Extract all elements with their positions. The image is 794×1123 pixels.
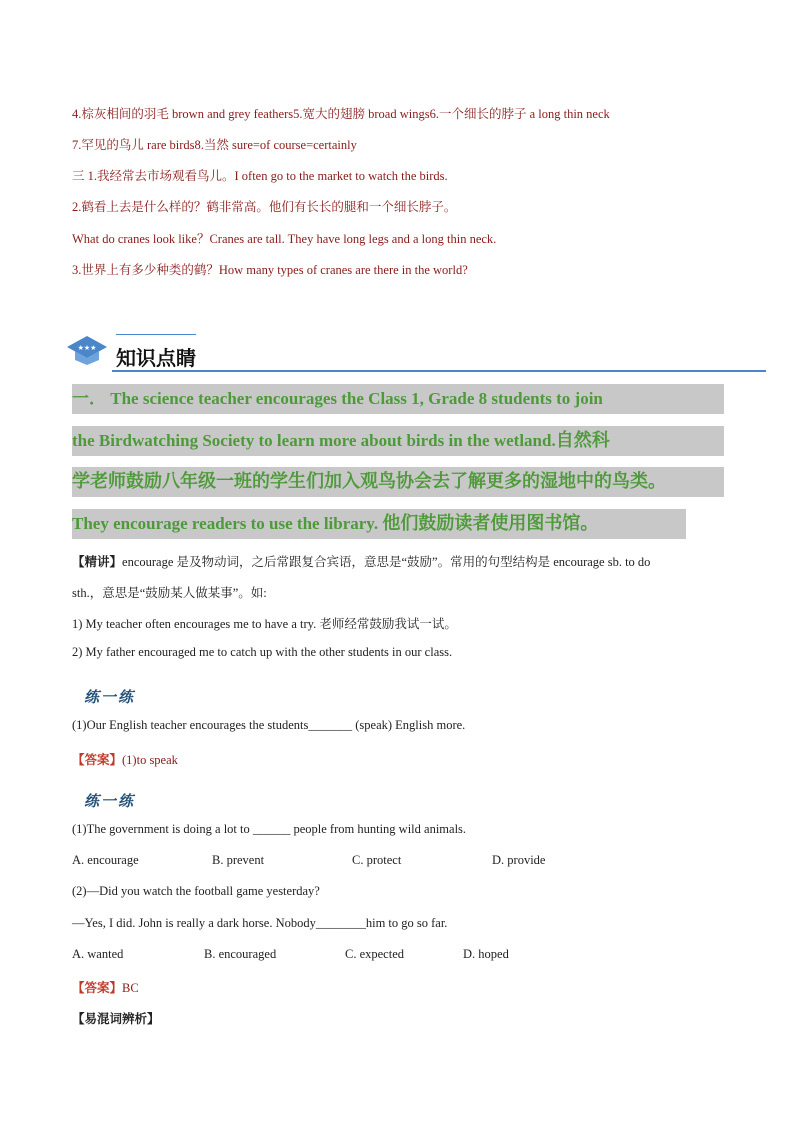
practice2-question-1: (1)The government is doing a lot to ______ people from hunting wild animals. [72, 822, 467, 836]
translation-line-4: 3.世界上有多少种类的鹤？How many types of cranes are there in the world? [72, 263, 468, 277]
vocab-line-2: 7.罕见的鸟儿 rare birds8.当然 sure=of course=certainly [72, 138, 357, 152]
highlight-line-3: 学老师鼓励八年级一班的学生们加入观鸟协会去了解更多的湿地中的鸟类。 [72, 467, 724, 497]
highlight-line-4-cn: 他们鼓励读者使用图书馆。 [382, 513, 599, 534]
explain-line-1 [72, 552, 650, 570]
q1-option-c: C. protect [352, 853, 402, 867]
translation-line-3: What do cranes look like？Cranes are tall. They have long legs and a long thin neck. [72, 232, 497, 246]
answer-text-1: (1)to speak [122, 753, 178, 767]
graduation-cap-icon [66, 334, 108, 368]
q2-option-c: C. expected [345, 947, 405, 961]
practice1-question: (1)Our English teacher encourages the students_______ (speak) English more. [72, 718, 466, 732]
explain-line-2: sth.，意思是“鼓励某人做某事”。如: [72, 586, 267, 600]
section-title: 知识点睛 [116, 346, 196, 370]
practice1-answer [72, 750, 178, 768]
explain-example-2: 2) My father encouraged me to catch up with the other students in our class. [72, 645, 453, 659]
highlight-line-2 [72, 426, 724, 456]
highlight-line-4 [72, 509, 686, 539]
q2-option-b: B. encouraged [204, 947, 277, 961]
q1-option-d: D. provide [492, 853, 546, 867]
section-rule [112, 370, 766, 372]
section-header [66, 330, 726, 374]
explain-text-1: encourage 是及物动词，之后常跟复合宾语，意思是“鼓励”。常用的句型结构是 encourage sb. to do [122, 555, 651, 569]
translation-line-1: 三 1.我经常去市场观看鸟儿。I often go to the market to watch the birds. [72, 169, 448, 183]
vocab-line-1: 4.棕灰相间的羽毛 brown and grey feathers5.宽大的翅膀 broad wings6.一个细长的脖子 a long thin neck [72, 107, 610, 121]
highlight-line-2-cn: 自然科 [555, 430, 610, 451]
section-top-rule [116, 334, 196, 335]
q2-option-d: D. hoped [463, 947, 509, 961]
explain-example-1: 1) My teacher often encourages me to have a try. 老师经常鼓励我试一试。 [72, 617, 457, 631]
answer-text-2: BC [122, 981, 139, 995]
practice-heading-1: 练一练 [84, 688, 136, 706]
q1-option-a: A. encourage [72, 853, 139, 867]
translation-line-2: 2.鹤看上去是什么样的？鹤非常高。他们有长长的腿和一个细长脖子。 [72, 200, 457, 214]
q1-option-b: B. prevent [212, 853, 265, 867]
svg-text:★★★: ★★★ [77, 344, 97, 352]
explain-label: 【精讲】 [72, 555, 123, 569]
answer-label-1: 【答案】 [72, 753, 123, 767]
practice2-question-2a: (2)—Did you watch the football game yesterday? [72, 884, 320, 898]
practice2-question-2b: —Yes, I did. John is really a dark horse. Nobody________him to go so far. [72, 916, 448, 930]
q2-option-a: A. wanted [72, 947, 124, 961]
practice2-answer [72, 978, 139, 996]
highlight-line-2-en: the Birdwatching Society to learn more about birds in the wetland. [72, 431, 556, 450]
confusing-words-heading: 【易混词辨析】 [72, 1012, 160, 1026]
highlight-line-1: 一． The science teacher encourages the Class 1, Grade 8 students to join [72, 384, 724, 414]
answer-label-2: 【答案】 [72, 981, 123, 995]
practice-heading-2: 练一练 [84, 792, 136, 810]
highlight-line-4-en: They encourage readers to use the library. [72, 514, 383, 533]
